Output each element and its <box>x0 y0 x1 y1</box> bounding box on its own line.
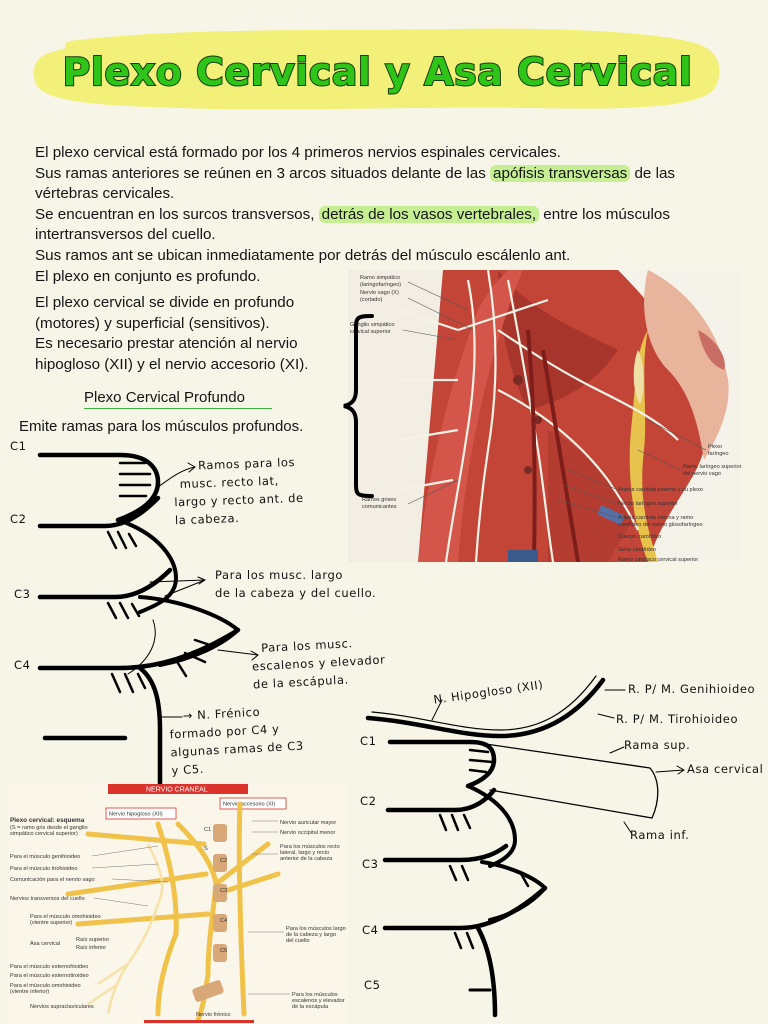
schema-recto-3: anterior de la cabeza <box>280 856 333 862</box>
schema-vago: Comunicación para el nervio vago <box>10 877 95 883</box>
deep-plexus-description: Emite ramas para los músculos profundos. <box>19 418 304 435</box>
note4-line1: → N. Frénico <box>182 704 261 723</box>
cervical-plexus-schema <box>8 784 348 1024</box>
schema-omo-1: Para el músculo omohioideo <box>30 914 101 920</box>
photo-label-4: (cortado) <box>360 297 383 303</box>
schema-ester-1: Para el músculo esternohioideo <box>10 964 89 970</box>
schema-c1: C1 <box>204 827 212 833</box>
photo-label-r2: faríngeo <box>708 451 729 457</box>
note-largo-muscles <box>215 566 376 602</box>
schema-omo-2: (vientre superior) <box>30 920 73 926</box>
photo-label-r5: Arteria carótida externa y su plexo <box>618 487 703 493</box>
intro-line-2 <box>35 164 735 185</box>
schema-asa: Asa cervical <box>30 941 61 947</box>
ansa-label-c1: C1 <box>360 734 377 748</box>
highlight-vasos: detrás de los vasos vertebrales, <box>319 206 539 223</box>
division-line-3: Es necesario prestar atención al nervio <box>35 335 298 353</box>
schema-c5: C5 <box>220 948 228 954</box>
schema-esc-3: de la escápula <box>292 1004 329 1010</box>
label-genihioideo: R. P/ M. Genihioideo <box>628 682 756 696</box>
schema-raiz-sup: Raíz superior <box>76 937 110 943</box>
schema-note-1: (S = ramo gris desde el ganglio <box>10 825 88 831</box>
schema-genihioideo: Para el músculo genihioideo <box>10 854 81 860</box>
note1-line2: musc. recto lat, <box>179 473 280 492</box>
title-banner <box>30 28 725 116</box>
schema-tirohioideo: Para el músculo tirohioideo <box>10 866 78 872</box>
schema-c4: C4 <box>220 918 228 924</box>
ansa-label-c4: C4 <box>362 923 379 937</box>
photo-label-r10: Seno carotídeo <box>618 547 656 553</box>
division-paragraph <box>35 293 345 375</box>
schema-raiz-inf: Raíz inferior <box>76 945 107 951</box>
photo-label-r1: Plexo <box>708 444 722 450</box>
neck-dissection-illustration <box>348 270 741 562</box>
division-line-1: El plexo cervical se divide en profundo <box>35 294 295 311</box>
ansa-label-c5: C5 <box>364 978 381 992</box>
note3-line3: de la escápula. <box>252 672 350 692</box>
note2-line1: Para los musc. largo <box>215 568 343 582</box>
note1-line3: largo y recto ant. de <box>174 490 304 510</box>
intro-line-4-b: entre los músculos <box>539 205 670 223</box>
schema-recto-1: Para los músculos recto <box>280 844 340 850</box>
photo-label-r4: del nervio vago <box>683 471 721 477</box>
note-escalenos <box>251 633 387 694</box>
note1-line1: Ramos para los <box>197 455 296 473</box>
note3-line1: Para los musc. <box>260 636 354 655</box>
division-line-2: (motores) y superficial (sensitivos). <box>35 314 270 332</box>
ansa-label-c3: C3 <box>362 857 379 871</box>
schema-omo-3: Para el músculo omohioideo <box>10 983 81 989</box>
label-hipogloso: N. Hipogloso (XII) <box>432 677 545 707</box>
schema-s: S <box>204 846 208 852</box>
intro-line-7: El plexo en conjunto es profundo. <box>35 267 261 285</box>
photo-label-r9: Cuerpo carotídeo <box>618 534 662 540</box>
photo-label-2: (laringofaríngeo) <box>360 282 402 288</box>
ansa-label-c2: C2 <box>360 794 377 808</box>
page-title: Plexo Cervical y Asa Cervical <box>62 50 693 94</box>
schema-c2: C2 <box>220 858 228 864</box>
schema-c3: C3 <box>220 888 228 894</box>
intro-line-4 <box>35 205 735 226</box>
schema-largo-3: del cuello <box>286 938 310 944</box>
schema-aur: Nervio auricular mayor <box>280 820 337 826</box>
photo-label-3: Nervio vago (X) <box>360 290 399 296</box>
photo-label-6: cervical superior <box>350 329 391 335</box>
intro-line-5: intertransversos del cuello. <box>35 226 216 244</box>
schema-supra: Nervios supraclaviculares <box>30 1004 94 1010</box>
schema-occ: Nervio occipital menor <box>280 830 336 836</box>
note4-line4: y C5. <box>171 761 205 778</box>
intro-line-2-b: de las <box>630 164 676 182</box>
deep-plexus-title: Plexo Cervical Profundo <box>84 389 272 409</box>
schema-esc-1: Para los músculos <box>292 992 338 998</box>
deep-label-c1: C1 <box>10 439 27 453</box>
photo-label-r11: Ramo cardíaco cervical superior <box>618 557 699 562</box>
schema-ester-2: Para el músculo esternotiroideo <box>10 973 89 979</box>
photo-label-1: Ramo simpático <box>360 275 401 281</box>
photo-label-r6: Nervio laríngeo superior <box>618 501 678 507</box>
note2-line2: de la cabeza y del cuello. <box>215 586 377 600</box>
photo-label-r8: carotídeo del nervio glosofaríngeo <box>618 522 703 528</box>
schema-esc-2: escalenos y elevador <box>292 998 345 1004</box>
schema-frenico: Nervio frénico <box>196 1012 231 1018</box>
schema-hipogloso: Nervio hipogloso (XII) <box>109 811 163 818</box>
label-asa-cervical: Asa cervical <box>687 762 764 776</box>
schema-header: NERVIO CRANEAL <box>146 786 208 794</box>
intro-line-4-a: Se encuentran en los surcos transversos, <box>35 205 319 223</box>
deep-label-c2: C2 <box>10 512 27 526</box>
deep-label-c3: C3 <box>14 587 31 601</box>
note4-line3: algunas ramas de C3 <box>170 738 305 760</box>
schema-transverso: Nervios transversos del cuello <box>10 896 85 902</box>
deep-label-c4: C4 <box>14 658 31 672</box>
label-rama-inf: Rama inf. <box>630 828 690 842</box>
intro-line-3: vértebras cervicales. <box>35 185 175 203</box>
note-frenico <box>168 701 305 780</box>
intro-line-1: El plexo cervical está formado por los 4 primeros nervios espinales cervicales. <box>35 144 561 161</box>
note4-line2: formado por C4 y <box>169 721 280 742</box>
photo-label-7: Ramos grises <box>362 497 397 503</box>
schema-note-2: simpático cervical superior) <box>10 831 78 837</box>
photo-label-r3: Ramo laríngeo superior <box>683 464 741 470</box>
intro-line-2-a: Sus ramas anteriores se reúnen en 3 arcos situados delante de las <box>35 164 491 182</box>
intro-paragraph <box>35 143 735 287</box>
photo-label-8: comunicantes <box>362 504 397 510</box>
schema-largo-1: Para los músculos largo <box>286 926 346 932</box>
highlight-apofisis: apófisis transversas <box>490 165 630 182</box>
note3-line2: escalenos y elevador <box>251 652 386 674</box>
anatomy-photo <box>348 270 741 562</box>
schema-illustration <box>8 784 348 1024</box>
photo-label-5: Ganglio simpático <box>350 322 395 328</box>
schema-title: Plexo cervical: esquema <box>10 817 85 824</box>
schema-recto-2: lateral, largo y recto <box>280 850 330 856</box>
intro-line-6: Sus ramos ant se ubican inmediatamente por detrás del músculo escálenlo ant. <box>35 246 571 264</box>
schema-accesorio: Nervio accesorio (XI) <box>223 801 276 808</box>
note1-line4: la cabeza. <box>174 510 240 528</box>
label-rama-sup: Rama sup. <box>624 738 691 752</box>
division-line-4: hipogloso (XII) y el nervio accesorio (XI). <box>35 355 309 373</box>
photo-label-r7: Arteria carótida interna y ramo <box>618 515 694 521</box>
schema-omo-4: (vientre inferior) <box>10 989 50 995</box>
label-tirohioideo: R. P/ M. Tirohioideo <box>616 712 739 726</box>
schema-largo-2: de la cabeza y largo <box>286 932 337 938</box>
note-recto-muscles <box>173 453 305 529</box>
